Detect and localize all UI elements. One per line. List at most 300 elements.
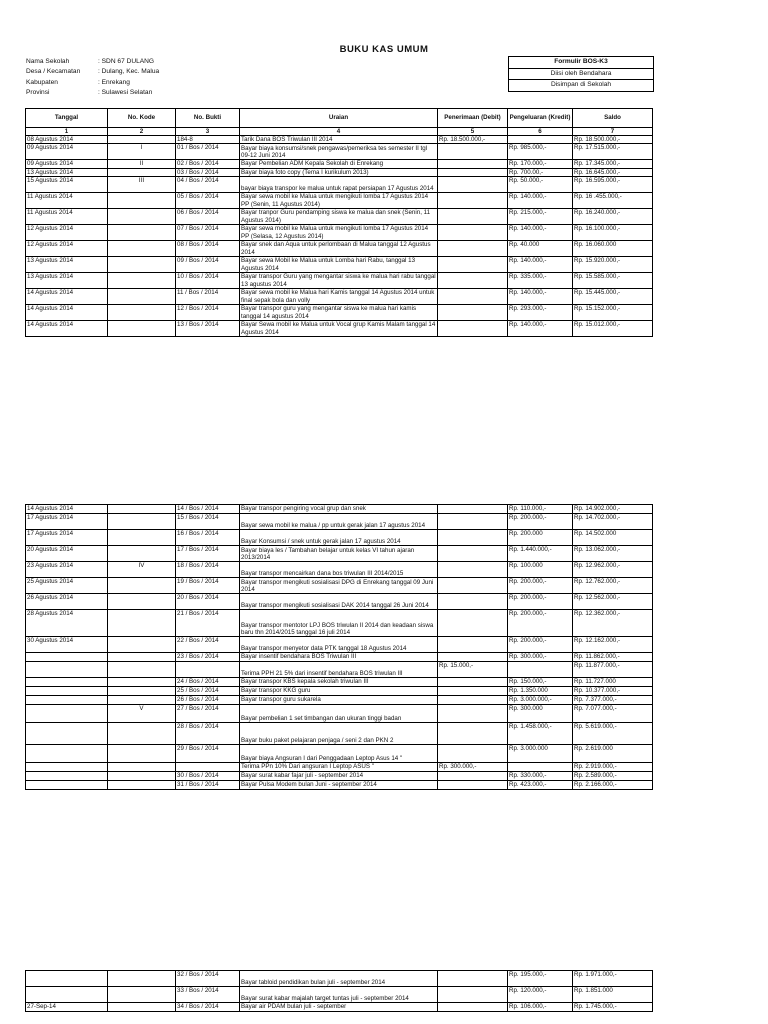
ledger-row — [26, 610, 653, 637]
ledger-code — [108, 1003, 176, 1012]
ledger-balance: Rp. 15.585.000,- — [573, 272, 653, 288]
col-number: 5 — [438, 128, 508, 136]
ledger-balance: Rp. 11.727.000 — [573, 678, 653, 687]
ledger-balance: Rp. 15.920.000,- — [573, 256, 653, 272]
ledger-balance: Rp. 16.645.000,- — [573, 168, 653, 176]
ledger-date: 13 Agustus 2014 — [26, 272, 108, 288]
ledger-row — [26, 168, 653, 176]
ledger-description: Bayar tabloid pendidikan bulan juli - september 2014 — [240, 971, 438, 987]
ledger-description: Bayar transpor guru sukarela — [240, 696, 438, 705]
col-header-description: Uraian — [240, 109, 438, 128]
cash-ledger-table-3 — [25, 970, 653, 1012]
ledger-date: 13 Agustus 2014 — [26, 168, 108, 176]
ledger-row — [26, 224, 653, 240]
col-header-proof: No. Bukti — [176, 109, 240, 128]
ledger-proof-number: 17 / Bos / 2014 — [176, 546, 240, 562]
col-header-credit: Pengeluaran (Kredit) — [508, 109, 573, 128]
ledger-debit — [438, 272, 508, 288]
ledger-row — [26, 256, 653, 272]
ledger-debit — [438, 594, 508, 610]
school-info — [26, 57, 159, 98]
ledger-credit: Rp. 200.000,- — [508, 594, 573, 610]
ledger-description: Bayar air PDAM bulan juli - september — [240, 1003, 438, 1012]
ledger-credit — [508, 136, 573, 144]
ledger-credit: Rp. 200.000 — [508, 530, 573, 546]
ledger-date: 27-Sep-14 — [26, 1003, 108, 1012]
ledger-credit: Rp. 140.000,- — [508, 192, 573, 208]
ledger-debit — [438, 144, 508, 160]
ledger-code — [108, 637, 176, 653]
ledger-description: Bayar pembelian 1 set timbangan dan ukuran tinggi badan — [240, 705, 438, 723]
ledger-row — [26, 971, 653, 987]
ledger-credit: Rp. 170.000,- — [508, 160, 573, 168]
ledger-proof-number: 32 / Bos / 2014 — [176, 971, 240, 987]
ledger-description: Bayar biaya konsumsi/snek pengawas/pemeriksa tes semester II tgl 09-12 Juni 2014 — [240, 144, 438, 160]
ledger-description: Bayar snek dan Aqua untuk perlombaan di Malua tanggal 12 Agustus 2014 — [240, 240, 438, 256]
ledger-balance: Rp. 16.240.000,- — [573, 208, 653, 224]
ledger-balance: Rp. 15.445.000,- — [573, 288, 653, 304]
col-header-debit: Penerimaan (Debit) — [438, 109, 508, 128]
ledger-credit: Rp. 106.000,- — [508, 1003, 573, 1012]
ledger-proof-number: 02 / Bos / 2014 — [176, 160, 240, 168]
ledger-debit — [438, 530, 508, 546]
ledger-debit — [438, 987, 508, 1003]
ledger-description: Bayar Pulsa Modem bulan Juni - september 2014 — [240, 781, 438, 790]
ledger-date: 15 Agustus 2014 — [26, 176, 108, 192]
ledger-row — [26, 288, 653, 304]
ledger-row — [26, 723, 653, 745]
ledger-code — [108, 546, 176, 562]
ledger-proof-number: 06 / Bos / 2014 — [176, 208, 240, 224]
ledger-code: V — [108, 705, 176, 723]
ledger-code — [108, 288, 176, 304]
ledger-credit: Rp. 335.000,- — [508, 272, 573, 288]
ledger-code — [108, 723, 176, 745]
ledger-credit: Rp. 140.000,- — [508, 288, 573, 304]
ledger-description: Bayar transpor mengikuti sosialisasi DAK 2014 tanggal 26 Juni 2014 — [240, 594, 438, 610]
ledger-date — [26, 971, 108, 987]
info-label: Desa / Kecamatan — [26, 68, 81, 76]
ledger-balance: Rp. 13.062.000,- — [573, 546, 653, 562]
ledger-row — [26, 678, 653, 687]
ledger-description: Bayar sewa mobil ke Malua untuk mengikuti lomba 17 Agustus 2014 PP (Senin, 11 Agustus 2014) — [240, 192, 438, 208]
ledger-description: Bayar sewa Mobil ke Malua untuk Lomba hari Rabu, tanggal 13 Agustus 2014 — [240, 256, 438, 272]
ledger-code — [108, 208, 176, 224]
ledger-balance: Rp. 16 .455.000,- — [573, 192, 653, 208]
ledger-code — [108, 662, 176, 678]
info-value: : Enrekang — [98, 78, 130, 86]
ledger-date: 14 Agustus 2014 — [26, 505, 108, 514]
ledger-row — [26, 192, 653, 208]
ledger-code — [108, 772, 176, 781]
ledger-balance: Rp. 16.595.000,- — [573, 176, 653, 192]
ledger-row — [26, 653, 653, 662]
ledger-proof-number: 13 / Bos / 2014 — [176, 320, 240, 336]
ledger-date: 28 Agustus 2014 — [26, 610, 108, 637]
ledger-row — [26, 745, 653, 763]
ledger-debit — [438, 781, 508, 790]
col-header-code: No. Kode — [108, 109, 176, 128]
ledger-code — [108, 136, 176, 144]
ledger-date: 09 Agustus 2014 — [26, 144, 108, 160]
ledger-code — [108, 578, 176, 594]
ledger-proof-number: 04 / Bos / 2014 — [176, 176, 240, 192]
ledger-row — [26, 530, 653, 546]
ledger-proof-number: 33 / Bos / 2014 — [176, 987, 240, 1003]
ledger-code — [108, 610, 176, 637]
ledger-date: 09 Agustus 2014 — [26, 160, 108, 168]
ledger-credit: Rp. 140.000,- — [508, 224, 573, 240]
ledger-date: 13 Agustus 2014 — [26, 256, 108, 272]
ledger-debit — [438, 723, 508, 745]
ledger-description: Bayar biaya Angsuran I dari Penggadaan Leptop Asus 14 " — [240, 745, 438, 763]
ledger-credit: Rp. 140.000,- — [508, 320, 573, 336]
ledger-debit — [438, 288, 508, 304]
ledger-debit — [438, 176, 508, 192]
ledger-credit: Rp. 50.000,- — [508, 176, 573, 192]
ledger-row — [26, 637, 653, 653]
col-number: 1 — [26, 128, 108, 136]
ledger-balance: Rp. 15.152.000,- — [573, 304, 653, 320]
info-label: Provinsi — [26, 88, 50, 96]
ledger-code — [108, 781, 176, 790]
ledger-proof-number: 01 / Bos / 2014 — [176, 144, 240, 160]
ledger-credit: Rp. 200.000,- — [508, 610, 573, 637]
ledger-debit — [438, 224, 508, 240]
ledger-description: Bayar sewa mobil ke Malua untuk mengikuti lomba 17 Agustus 2014 PP (Selasa, 12 Agustus 2014) — [240, 224, 438, 240]
ledger-code — [108, 192, 176, 208]
ledger-debit: Rp. 300.000,- — [438, 763, 508, 772]
form-stored-at: Disimpan di Sekolah — [550, 81, 612, 88]
info-value: : Sulawesi Selatan — [98, 88, 153, 96]
form-code: Formulir BOS-K3 — [509, 57, 653, 69]
ledger-row — [26, 546, 653, 562]
ledger-balance: Rp. 7.377.000,- — [573, 696, 653, 705]
ledger-credit: Rp. 700.00,- — [508, 168, 573, 176]
ledger-balance: Rp. 14.502.000 — [573, 530, 653, 546]
ledger-description: Bayar tranpor Guru pendamping siswa ke malua dan snek (Senin, 11 Agustus 2014) — [240, 208, 438, 224]
ledger-row — [26, 562, 653, 578]
ledger-credit: Rp. 293.000,- — [508, 304, 573, 320]
ledger-debit — [438, 505, 508, 514]
ledger-debit — [438, 653, 508, 662]
ledger-date — [26, 781, 108, 790]
ledger-description: Bayar biaya les / Tambahan belajar untuk kelas VI tahun ajaran 2013/2014 — [240, 546, 438, 562]
ledger-debit — [438, 514, 508, 530]
ledger-debit — [438, 610, 508, 637]
ledger-row — [26, 763, 653, 772]
ledger-description: Bayar Konsumsi / snek untuk gerak jalan 17 agustus 2014 — [240, 530, 438, 546]
column-number-row — [26, 128, 653, 136]
ledger-balance: Rp. 2.589.000,- — [573, 772, 653, 781]
ledger-description: Bayar transpor KBS kepala sekolah triwulan III — [240, 678, 438, 687]
ledger-description: Bayar sewa mobil ke Malua hari Kamis tanggal 14 Agustus 2014 untuk final sepak bola dan volly — [240, 288, 438, 304]
ledger-credit: Rp. 200.000,- — [508, 514, 573, 530]
ledger-credit: Rp. 300.000 — [508, 705, 573, 723]
info-label: Kabupaten — [26, 78, 58, 86]
info-row — [26, 88, 159, 98]
ledger-balance: Rp. 1.745.000,- — [573, 1003, 653, 1012]
ledger-description: Bayar transpor Guru yang mengantar siswa ke malua hari rabu tanggal 13 agustus 2014 — [241, 273, 436, 288]
ledger-proof-number: 14 / Bos / 2014 — [176, 505, 240, 514]
col-number: 2 — [108, 128, 176, 136]
ledger-description: Bayar transpor mengikuti sosialisasi DPG di Enrekang tanggal 09 Juni 2014 — [240, 578, 438, 594]
ledger-code — [108, 272, 176, 288]
ledger-debit — [438, 192, 508, 208]
ledger-credit: Rp. 40.000 — [508, 240, 573, 256]
ledger-proof-number: 21 / Bos / 2014 — [176, 610, 240, 637]
ledger-debit — [438, 971, 508, 987]
ledger-date: 23 Agustus 2014 — [26, 562, 108, 578]
ledger-date: 25 Agustus 2014 — [26, 578, 108, 594]
ledger-row — [26, 320, 653, 336]
ledger-row — [26, 514, 653, 530]
ledger-description: Bayar surat kabar fajar juli - september 2014 — [240, 772, 438, 781]
ledger-credit: Rp. 1.350.000 — [508, 687, 573, 696]
ledger-balance: Rp. 14.702.000,- — [573, 514, 653, 530]
ledger-date: 14 Agustus 2014 — [26, 304, 108, 320]
ledger-credit: Rp. 120.000,- — [508, 987, 573, 1003]
ledger-balance: Rp. 1.971.000,- — [573, 971, 653, 987]
info-row — [26, 78, 159, 88]
ledger-row — [26, 1003, 653, 1012]
info-row — [26, 67, 159, 77]
ledger-credit — [508, 662, 573, 678]
ledger-description: Bayar transpor guru yang mengantar siswa ke malua hari kamis tanggal 14 agustus 2014 — [240, 304, 438, 320]
ledger-proof-number: 20 / Bos / 2014 — [176, 594, 240, 610]
ledger-balance: Rp. 7.077.000,- — [573, 705, 653, 723]
ledger-proof-number: 30 / Bos / 2014 — [176, 772, 240, 781]
ledger-row — [26, 781, 653, 790]
ledger-credit: Rp. 423.000,- — [508, 781, 573, 790]
ledger-proof-number: 34 / Bos / 2014 — [176, 1003, 240, 1012]
ledger-code — [108, 240, 176, 256]
ledger-code — [108, 687, 176, 696]
ledger-description: Bayar buku paket pelajaran penjaga / seni 2 dan PKN 2 — [240, 723, 438, 745]
col-header-balance: Saldo — [573, 109, 653, 128]
ledger-row — [26, 772, 653, 781]
ledger-date: 12 Agustus 2014 — [26, 240, 108, 256]
ledger-description: Bayar biaya foto copy (Tema I kurikulum 2013) — [240, 168, 438, 176]
ledger-code — [108, 987, 176, 1003]
ledger-balance: Rp. 17.515.000,- — [573, 144, 653, 160]
ledger-code — [108, 696, 176, 705]
ledger-debit — [438, 1003, 508, 1012]
ledger-proof-number — [176, 662, 240, 678]
form-info-box — [508, 56, 654, 92]
ledger-balance: Rp. 16.100.000,- — [573, 224, 653, 240]
ledger-credit: Rp. 1.440.000,- — [508, 546, 573, 562]
info-value: : SDN 67 DULANG — [98, 58, 155, 65]
col-number: 4 — [240, 128, 438, 136]
ledger-description: Bayar transpor pengiring vocal grup dan snek — [240, 505, 438, 514]
ledger-description: Terima PPH 21 5% dari insentif bendahara BOS triwulan III — [240, 662, 438, 678]
ledger-proof-number: 22 / Bos / 2014 — [176, 637, 240, 653]
ledger-row — [26, 272, 653, 288]
ledger-debit: Rp. 18.500.000,- — [438, 136, 508, 144]
ledger-date — [26, 696, 108, 705]
ledger-date: 11 Agustus 2014 — [26, 192, 108, 208]
ledger-code: III — [108, 176, 176, 192]
ledger-date — [26, 987, 108, 1003]
ledger-code — [108, 745, 176, 763]
ledger-proof-number: 16 / Bos / 2014 — [176, 530, 240, 546]
ledger-date: 12 Agustus 2014 — [26, 224, 108, 240]
ledger-proof-number: 28 / Bos / 2014 — [176, 723, 240, 745]
ledger-date — [26, 678, 108, 687]
ledger-debit — [438, 687, 508, 696]
ledger-balance: Rp. 2.919.000,- — [573, 763, 653, 772]
ledger-credit: Rp. 215.000,- — [508, 208, 573, 224]
ledger-proof-number: 24 / Bos / 2014 — [176, 678, 240, 687]
ledger-credit: Rp. 3.000.000 — [508, 745, 573, 763]
ledger-credit: Rp. 985.000,- — [508, 144, 573, 160]
info-value: : Dulang, Kec. Malua — [98, 68, 160, 76]
ledger-code: I — [108, 144, 176, 160]
ledger-date: 26 Agustus 2014 — [26, 594, 108, 610]
ledger-balance: Rp. 12.362.000,- — [573, 610, 653, 637]
ledger-description: Bayar transpor mentotor LPJ BOS triwulan II 2014 dan keadaan siswa baru thn 2014/2015 tanggal 16 juli 2014 — [240, 610, 438, 637]
ledger-balance: Rp. 18.500.000,- — [573, 136, 653, 144]
ledger-balance: Rp. 16.060.000 — [573, 240, 653, 256]
ledger-row — [26, 208, 653, 224]
ledger-description: Bayar transpor KKG guru — [240, 687, 438, 696]
ledger-row — [26, 505, 653, 514]
ledger-debit — [438, 637, 508, 653]
ledger-proof-number: 07 / Bos / 2014 — [176, 224, 240, 240]
ledger-code: IV — [108, 562, 176, 578]
ledger-debit — [438, 240, 508, 256]
ledger-date: 08 Agustus 2014 — [26, 136, 108, 144]
ledger-debit — [438, 745, 508, 763]
ledger-description: Bayar transpor menyetor data PTK tanggal 18 Agustus 2014 — [240, 637, 438, 653]
ledger-credit: Rp. 300.000,- — [508, 653, 573, 662]
ledger-proof-number: 15 / Bos / 2014 — [176, 514, 240, 530]
ledger-code — [108, 653, 176, 662]
ledger-row — [26, 662, 653, 678]
ledger-proof-number: 12 / Bos / 2014 — [176, 304, 240, 320]
ledger-proof-number: 19 / Bos / 2014 — [176, 578, 240, 594]
cash-ledger-table-2 — [25, 504, 653, 790]
ledger-balance: Rp. 17.345.000,- — [573, 160, 653, 168]
ledger-description: Tarik Dana BOS Triwulan III 2014 — [240, 136, 438, 144]
ledger-credit: Rp. 140.000,- — [508, 256, 573, 272]
ledger-date: 14 Agustus 2014 — [26, 320, 108, 336]
ledger-proof-number: 10 / Bos / 2014 — [176, 272, 240, 288]
ledger-credit: Rp. 330.000,- — [508, 772, 573, 781]
ledger-date — [26, 763, 108, 772]
ledger-debit — [438, 562, 508, 578]
ledger-code — [108, 320, 176, 336]
cash-ledger-table-1 — [25, 108, 653, 337]
ledger-code — [108, 224, 176, 240]
document-title: BUKU KAS UMUM — [339, 44, 429, 55]
ledger-debit — [438, 256, 508, 272]
ledger-code — [108, 514, 176, 530]
ledger-description: Bayar Sewa mobil ke Malua untuk Vocal grup Kamis Malam tanggal 14 Agustus 2014 — [240, 320, 438, 336]
ledger-date — [26, 705, 108, 723]
ledger-description: Terima PPn 10% Dari angsuran I Leptop ASUS " — [240, 763, 438, 772]
ledger-date — [26, 723, 108, 745]
ledger-date — [26, 687, 108, 696]
ledger-description: Bayar surat kabar majalah target tuntas juli - september 2014 — [240, 987, 438, 1003]
ledger-description: bayar biaya transpor ke malua untuk rapat persiapan 17 Agustus 2014 — [240, 176, 438, 192]
ledger-code — [108, 763, 176, 772]
ledger-description: Bayar insentif bendahara BOS Triwulan III — [240, 653, 438, 662]
ledger-row — [26, 176, 653, 192]
ledger-code — [108, 678, 176, 687]
col-number: 7 — [573, 128, 653, 136]
ledger-debit: Rp. 15.000,- — [438, 662, 508, 678]
ledger-debit — [438, 304, 508, 320]
ledger-credit — [508, 763, 573, 772]
ledger-date: 17 Agustus 2014 — [26, 514, 108, 530]
ledger-row — [26, 705, 653, 723]
ledger-balance: Rp. 14.902.000,- — [573, 505, 653, 514]
ledger-debit — [438, 705, 508, 723]
ledger-date: 20 Agustus 2014 — [26, 546, 108, 562]
info-row — [26, 57, 159, 67]
ledger-balance: Rp. 5.619.000,- — [573, 723, 653, 745]
ledger-proof-number: 05 / Bos / 2014 — [176, 192, 240, 208]
col-header-date: Tanggal — [26, 109, 108, 128]
ledger-row — [26, 160, 653, 168]
ledger-proof-number: 184-8 — [176, 136, 240, 144]
ledger-credit: Rp. 150.000,- — [508, 678, 573, 687]
ledger-row — [26, 987, 653, 1003]
ledger-date — [26, 745, 108, 763]
ledger-proof-number: 11 / Bos / 2014 — [176, 288, 240, 304]
ledger-date: 11 Agustus 2014 — [26, 208, 108, 224]
col-number: 6 — [508, 128, 573, 136]
ledger-date — [26, 653, 108, 662]
ledger-row — [26, 144, 653, 160]
form-filled-by: Diisi oleh Bendahara — [509, 69, 653, 81]
ledger-proof-number: 03 / Bos / 2014 — [176, 168, 240, 176]
ledger-row — [26, 240, 653, 256]
ledger-proof-number: 18 / Bos / 2014 — [176, 562, 240, 578]
ledger-debit — [438, 772, 508, 781]
ledger-balance: Rp. 11.862.000,- — [573, 653, 653, 662]
ledger-credit: Rp. 200.000,- — [508, 578, 573, 594]
ledger-row — [26, 687, 653, 696]
ledger-date: 30 Agustus 2014 — [26, 637, 108, 653]
ledger-row — [26, 578, 653, 594]
ledger-debit — [438, 320, 508, 336]
ledger-balance: Rp. 12.162.000,- — [573, 637, 653, 653]
ledger-proof-number: 08 / Bos / 2014 — [176, 240, 240, 256]
ledger-proof-number: 31 / Bos / 2014 — [176, 781, 240, 790]
ledger-balance: Rp. 10.377.000,- — [573, 687, 653, 696]
ledger-balance: Rp. 11.877.000,- — [573, 662, 653, 678]
ledger-credit: Rp. 3.000.000,- — [508, 696, 573, 705]
ledger-row — [26, 696, 653, 705]
ledger-debit — [438, 168, 508, 176]
ledger-debit — [438, 678, 508, 687]
ledger-description: Bayar Pembelian ADM Kepala Sekolah di Enrekang — [240, 160, 438, 168]
ledger-credit: Rp. 110.000,- — [508, 505, 573, 514]
col-number: 3 — [176, 128, 240, 136]
ledger-date: 14 Agustus 2014 — [26, 288, 108, 304]
ledger-code — [108, 505, 176, 514]
ledger-debit — [438, 546, 508, 562]
ledger-balance: Rp. 15.012.000,- — [573, 320, 653, 336]
ledger-date — [26, 772, 108, 781]
ledger-proof-number: 09 / Bos / 2014 — [176, 256, 240, 272]
ledger-proof-number: 27 / Bos / 2014 — [176, 705, 240, 723]
ledger-credit: Rp. 100.000 — [508, 562, 573, 578]
ledger-credit: Rp. 200.000,- — [508, 637, 573, 653]
